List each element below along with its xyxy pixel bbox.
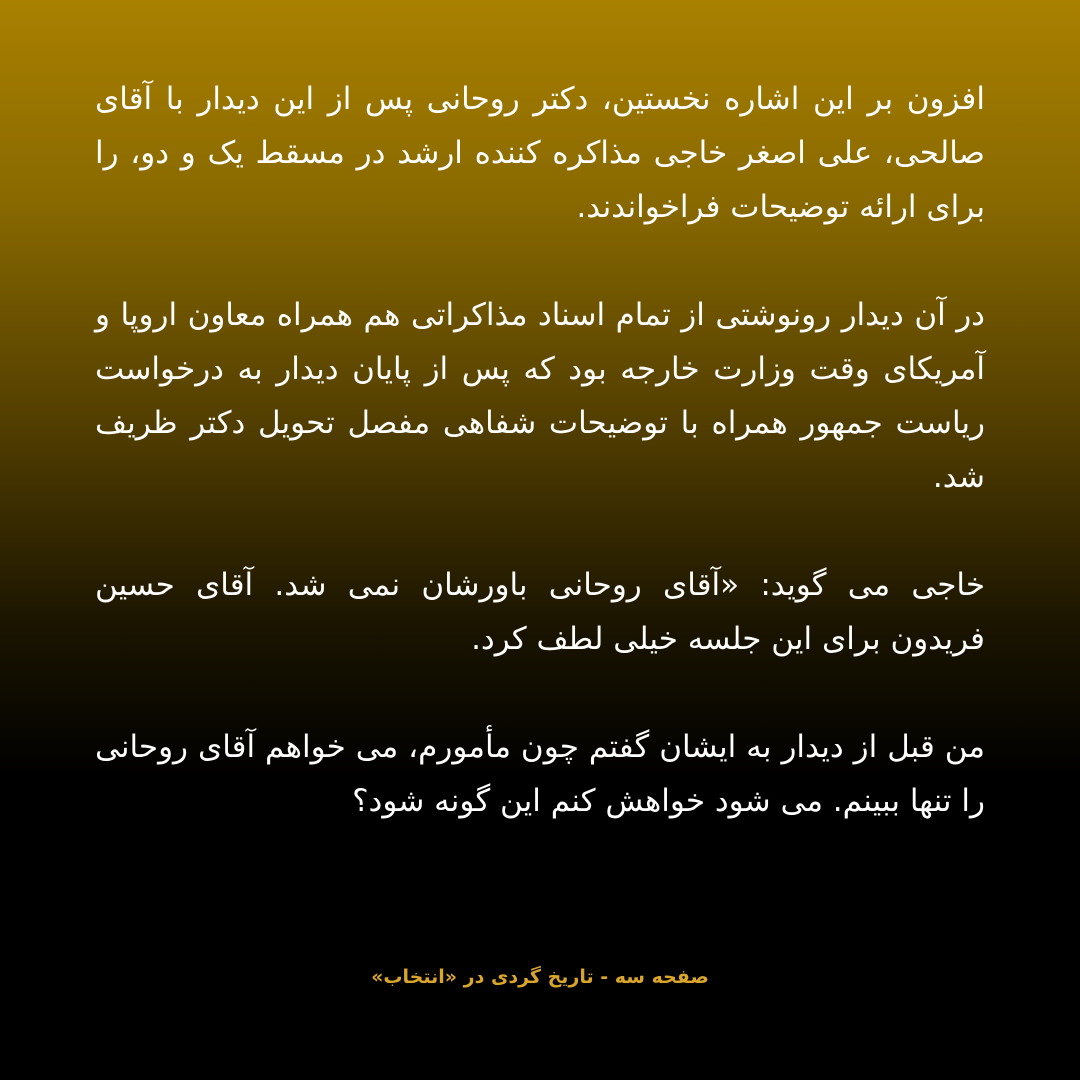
paragraph-1: افزون بر این اشاره نخستین، دکتر روحانی پس از این دیدار با آقای صالحی، علی اصغر خاجی مذاکره کننده ارشد در مسقط یک و دو، را برای ارائه توضیحات فراخواندند. <box>95 81 985 225</box>
paragraph-4: من قبل از دیدار به ایشان گفتم چون مأمورم، می خواهم آقای روحانی را تنها ببینم. می شود خواهش کنم این گونه شود؟ <box>95 729 985 819</box>
paragraph-2: در آن دیدار رونوشتی از تمام اسناد مذاکراتی هم همراه معاون اروپا و آمریکای وقت وزارت خارجه بود که پس از پایان دیدار به درخواست ریاست جمهور همراه با توضیحات شفاهی مفصل تحویل دکتر ظریف شد. <box>95 297 985 495</box>
page-footer-caption: صفحه سه - تاریخ گردی در «انتخاب» <box>371 966 709 988</box>
paragraph-3: خاجی می گوید: «آقای روحانی باورشان نمی شد. آقای حسین فریدون برای این جلسه خیلی لطف کرد. <box>95 567 985 657</box>
article-body <box>95 72 985 882</box>
